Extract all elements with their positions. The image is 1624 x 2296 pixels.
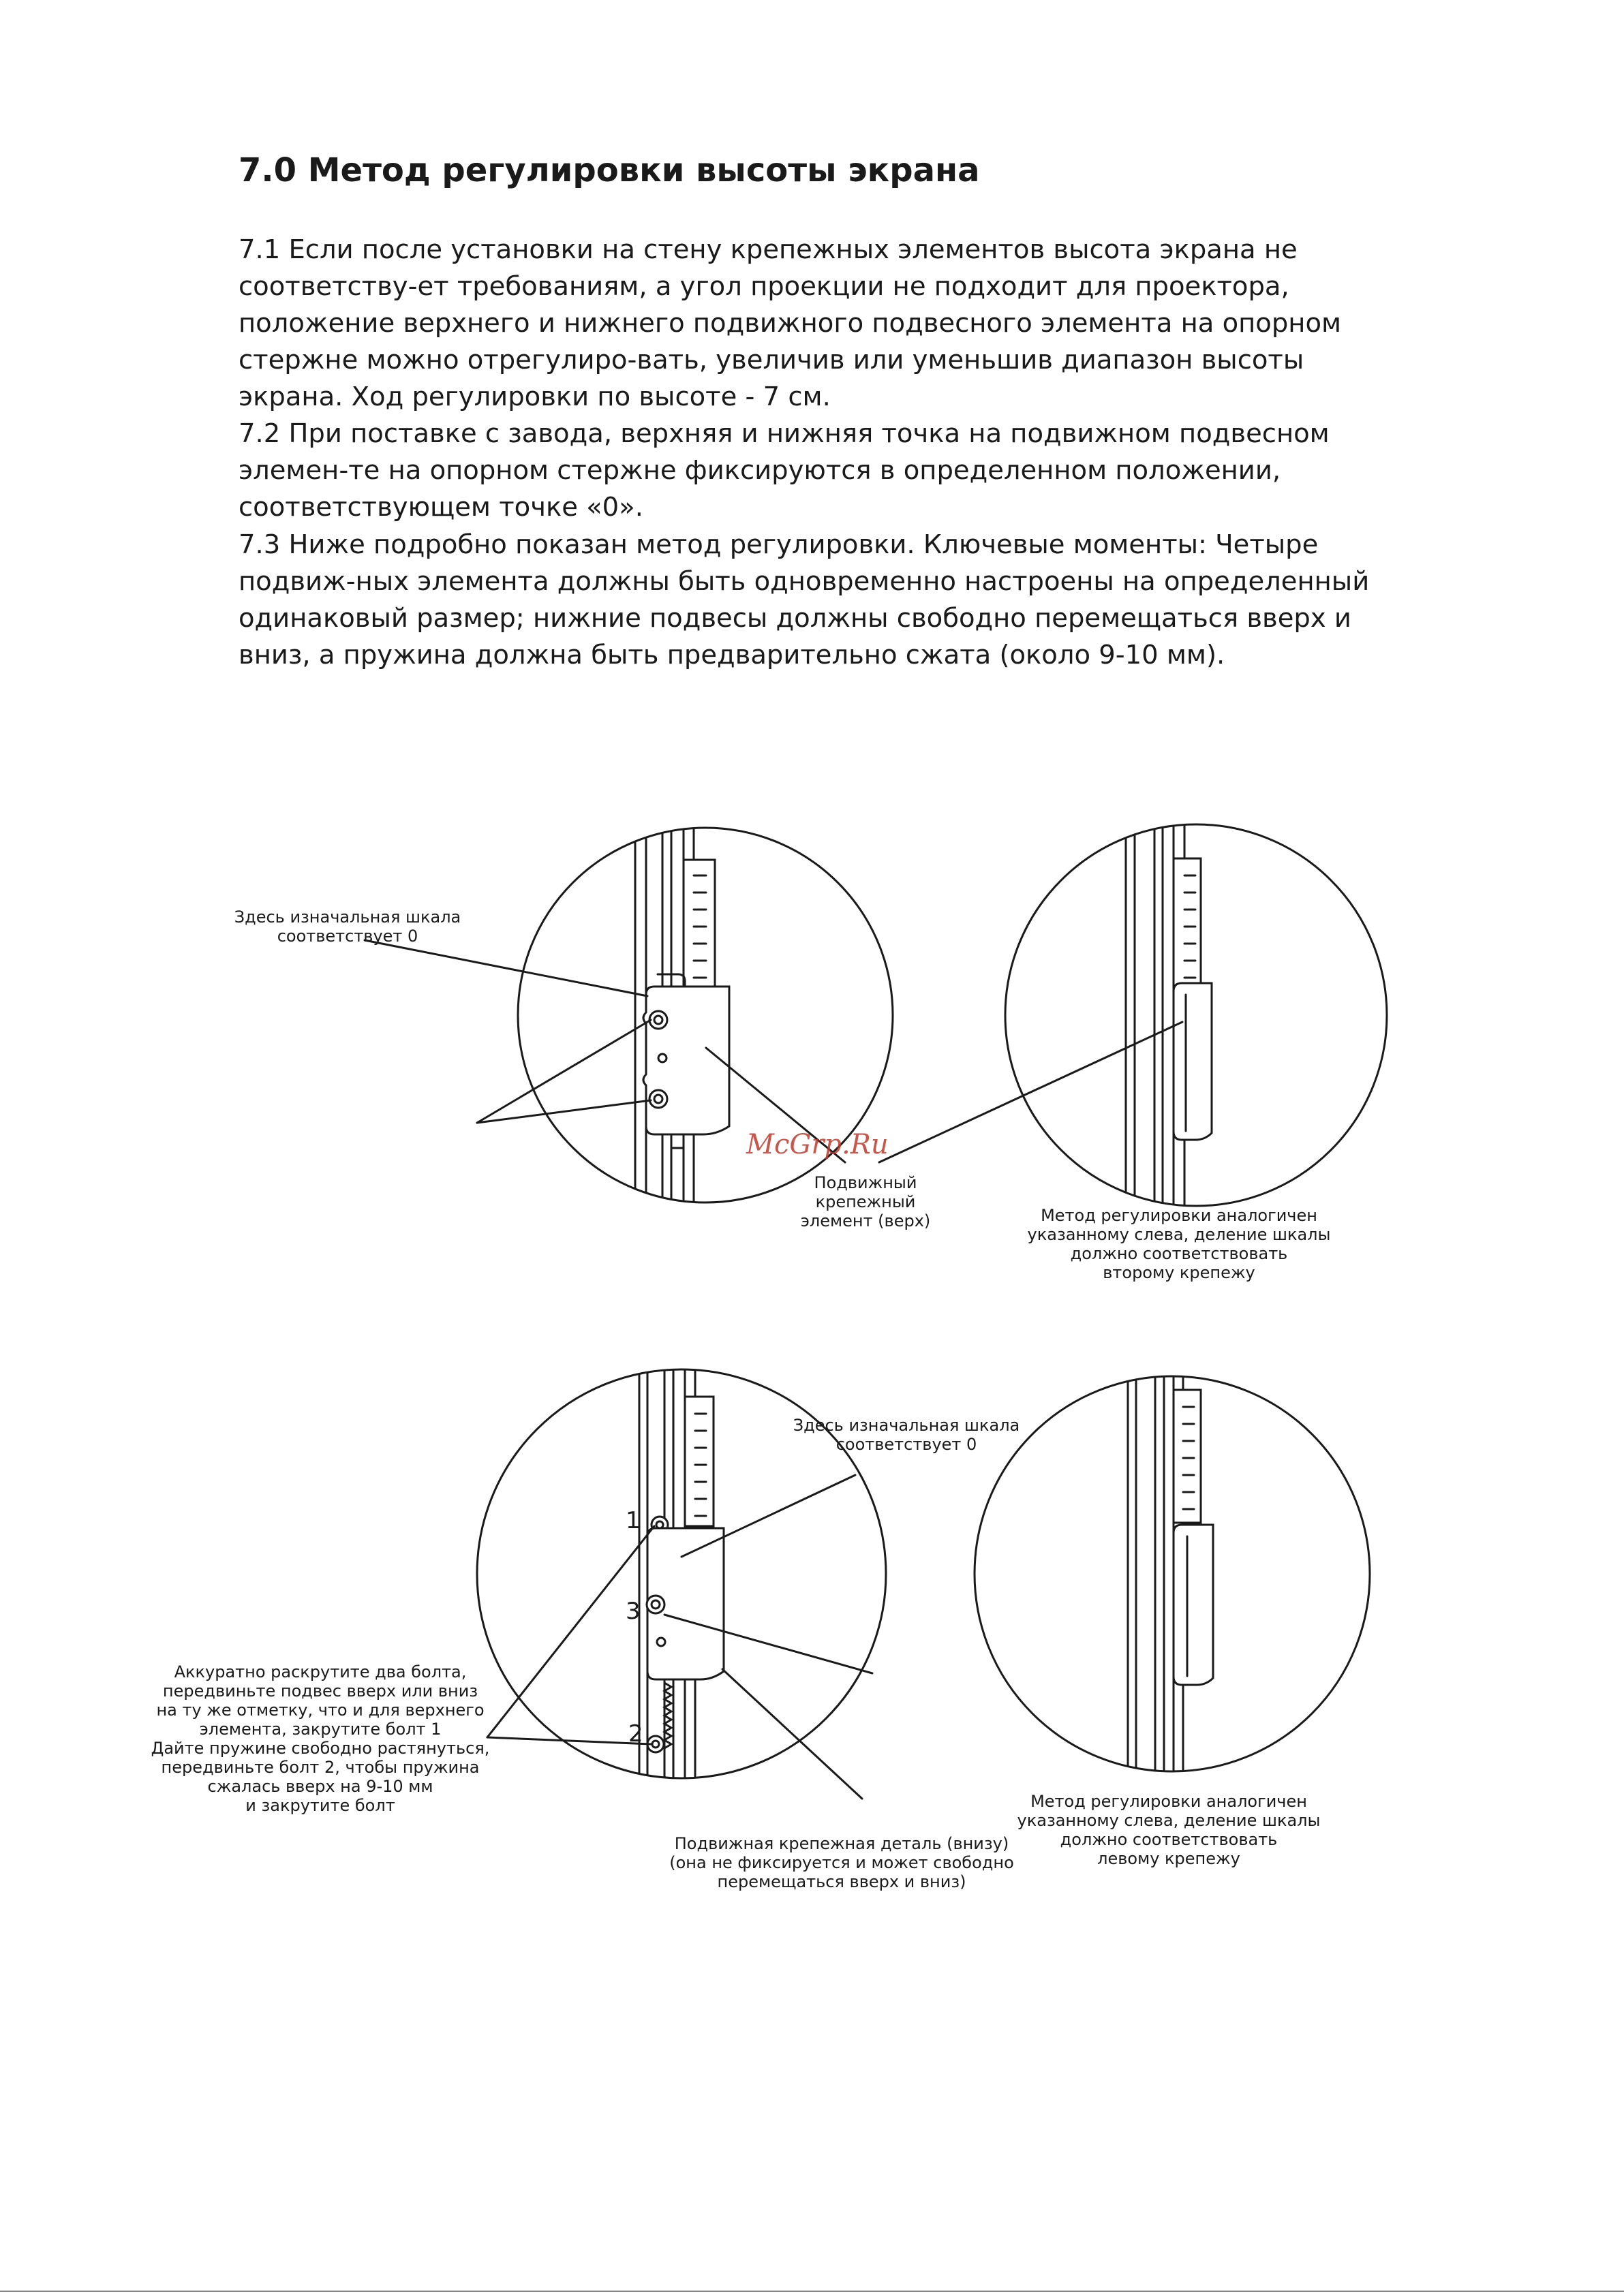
caption-method-second: Метод регулировки аналогичен указанному слева, деление шкалы должно соответствовать второму крепежу — [1027, 1206, 1331, 1282]
caption-bottom-scale-zero: Здесь изначальная шкала соответствует 0 — [793, 1416, 1020, 1454]
watermark: McGrp.Ru — [746, 1129, 889, 1160]
caption-method-left: Метод регулировки аналогичен указанному слева, деление шкалы должно соответствовать левому крепежу — [1017, 1792, 1321, 1868]
detail-bottom-right — [975, 1363, 1370, 1785]
detail-circle-bottom-right — [975, 1376, 1370, 1771]
bolt-number-3: 3 — [626, 1598, 641, 1625]
bolt-number-1: 1 — [626, 1507, 641, 1534]
page-bottom-rule — [0, 2291, 1624, 2292]
caption-loosen-bolts: Аккуратно раскрутите два болта, передвиньте подвес вверх или вниз на ту же отметку, что и для верхнего элемента, закрутите болт 1 Дайте пружине свободно растянуться, передвиньте болт 2, чтобы пружина сжалась вверх на 9-10 мм и закрутите болт — [151, 1662, 490, 1815]
caption-movable-top: Подвижный крепежный элемент (верх) — [800, 1173, 931, 1230]
page-title: 7.0 Метод регулировки высоты экрана — [239, 151, 980, 189]
caption-top-scale-zero: Здесь изначальная шкала соответствует 0 — [234, 907, 461, 946]
bolt-number-2: 2 — [628, 1720, 643, 1748]
paragraph-7-3: 7.3 Ниже подробно показан метод регулировки. Ключевые моменты: Четыре подвиж-ных элемента должны быть одновременно настроены на определенный одинаковый размер; нижние подвесы должны свободно перемещаться вверх и вниз, а пружина должна быть предварительно сжата (около 9-10 мм). — [239, 529, 1370, 670]
paragraph-7-1: 7.1 Если после установки на стену крепежных элементов высота экрана не соответству-ет требованиям, а угол проекции не подходит для проектора, положение верхнего и нижнего подвижного подвесного элемента на опорном стержне можно отрегулиро-вать, увеличив или уменьшив диапазон высоты экрана. Ход регулировки по высоте - 7 см. — [239, 234, 1342, 412]
detail-top-right — [879, 818, 1387, 1213]
paragraph-7-2: 7.2 При поставке с завода, верхняя и нижняя точка на подвижном подвесном элемен-те на опорном стержне фиксируются в определенном положении, соответствующем точке «0». — [239, 418, 1330, 523]
caption-movable-bottom: Подвижная крепежная деталь (внизу) (она не фиксируется и может свободно перемещаться вверх и вниз) — [669, 1834, 1014, 1891]
